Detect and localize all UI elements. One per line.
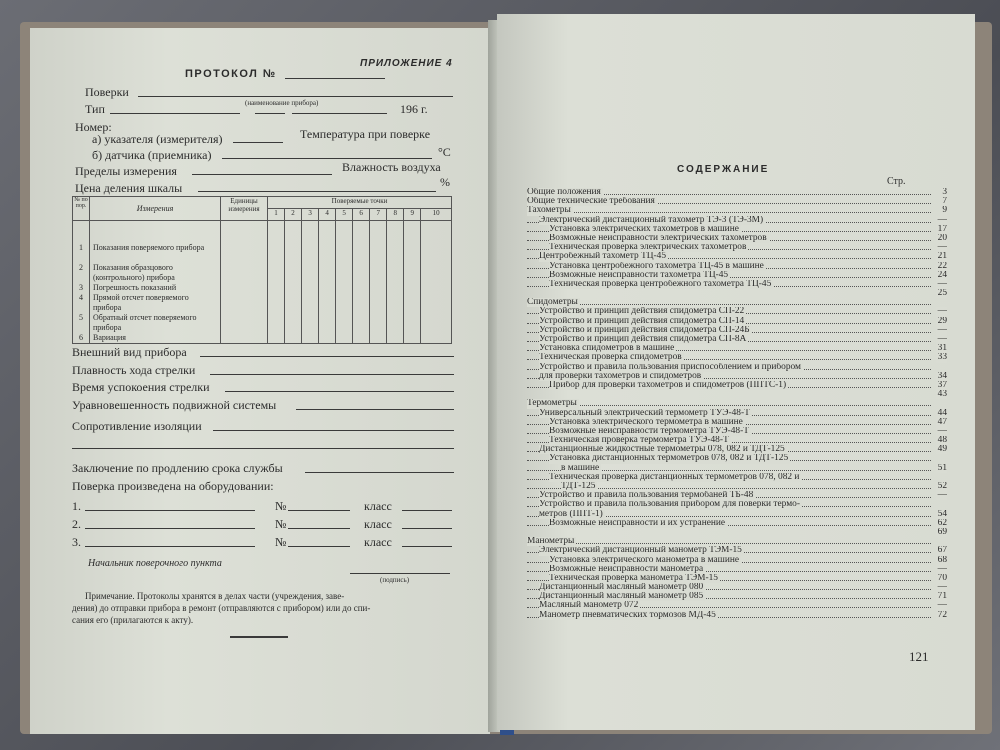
toc-entry-title: метров (ППТ-1) — [539, 509, 603, 519]
point-cell — [353, 221, 370, 344]
check-line — [210, 374, 454, 375]
toc-entry-title: Установка электрического манометра в машине — [549, 555, 740, 565]
equipment-class-line — [402, 546, 452, 547]
col-units-header: Единицы измерения — [221, 197, 268, 221]
device-name-note: (наименование прибора) — [245, 99, 319, 107]
toc-entry-title: для проверки тахометров и спидометров — [539, 371, 702, 381]
number-label: Номер: — [75, 120, 112, 134]
point-cell — [336, 221, 353, 344]
toc-entry — [527, 519, 947, 528]
sensor-line — [222, 158, 432, 159]
toc-entry — [527, 601, 947, 610]
end-rule — [230, 636, 288, 638]
degree-label: °С — [438, 145, 451, 159]
scale-label: Цена деления шкалы — [75, 181, 183, 195]
toc-entry — [527, 418, 947, 427]
indicator-line — [233, 142, 283, 143]
check-smoothness: Плавность хода стрелки — [72, 363, 196, 377]
toc-entry-title: Установка электрического термометра в машине — [549, 417, 743, 427]
toc-entry-title: Прибор для проверки тахометров и спидометров (ППТС-1) — [549, 380, 787, 390]
toc-entry-title: Общие положения — [527, 188, 601, 197]
toc-entry — [527, 464, 947, 473]
toc-entry-page: 54 — [937, 509, 947, 519]
toc-entry — [527, 537, 947, 546]
toc-entry — [527, 372, 947, 381]
sensor-label: б) датчика (приемника) — [92, 148, 212, 162]
contents-title: СОДЕРЖАНИЕ — [677, 164, 770, 175]
toc-entry — [527, 556, 947, 565]
equipment-row-number: 1. — [72, 499, 81, 513]
toc-entry-title: Электрический дистанционный тахометр ТЭ-3 (ТЭ-3М) — [539, 215, 764, 225]
toc-entry-title: ТДТ-125 — [561, 482, 596, 491]
toc-entry — [527, 592, 947, 601]
equipment-label: Поверка произведена на оборудовании: — [72, 479, 274, 493]
check-line — [213, 430, 454, 431]
point-cell — [268, 221, 285, 344]
toc-entry-title: Устройство и правила пользования приспособлением и прибором — [539, 362, 801, 372]
year-label: 196 г. — [400, 102, 428, 116]
equipment-row-number: 3. — [72, 535, 81, 549]
conclusion-label: Заключение по продлению срока службы — [72, 461, 283, 475]
toc-entry — [527, 188, 947, 197]
equipment-class-line — [402, 528, 452, 529]
equipment-num-label: № — [275, 517, 287, 531]
protocol-title: ПРОТОКОЛ № — [185, 68, 277, 80]
toc-entry-page: 72 — [937, 610, 947, 620]
point-cell — [370, 221, 387, 344]
toc-entry — [527, 574, 947, 583]
toc-entry — [527, 473, 947, 482]
toc-entry-title: Техническая проверка дистанционных термометров 078, 082 и — [549, 472, 800, 482]
check-insulation: Сопротивление изоляции — [72, 419, 202, 433]
toc-entry — [527, 436, 947, 445]
toc-entry-page: — — [937, 243, 947, 253]
check-appearance: Внешний вид прибора — [72, 345, 187, 359]
toc-entry-title: Техническая проверка спидометров — [539, 353, 682, 363]
conclusion-line — [305, 472, 454, 473]
toc-entry — [527, 335, 947, 344]
check-settling: Время успокоения стрелки — [72, 380, 210, 394]
right-page — [497, 14, 975, 730]
equipment-line — [85, 510, 255, 511]
toc-entry-page: 43 — [937, 390, 947, 400]
point-header: 7 — [370, 209, 387, 221]
toc-entry-page: 7 — [942, 197, 947, 207]
toc-entry-title: Техническая проверка манометра ТЭМ-15 — [549, 573, 718, 583]
toc-entry — [527, 197, 947, 206]
toc-entry — [527, 307, 947, 316]
toc-entry-page: 51 — [937, 463, 947, 473]
equipment-row-number: 2. — [72, 517, 81, 531]
toc-entry-title: Возможные неисправности электрических тахометров — [549, 233, 767, 243]
left-page — [30, 28, 490, 734]
blank-line — [72, 448, 454, 449]
toc-entry-page: — — [937, 564, 947, 574]
toc-entry — [527, 409, 947, 418]
protocol-number-line — [285, 78, 385, 79]
toc-entry — [527, 390, 947, 399]
toc-entry-title: Установка электрических тахометров в машине — [549, 224, 739, 234]
equipment-class-label: класс — [364, 535, 392, 549]
toc-entry-page: 48 — [937, 436, 947, 446]
equipment-num-line — [288, 528, 350, 529]
toc-entry-page: 29 — [937, 316, 947, 326]
humidity-label: Влажность воздуха — [342, 160, 441, 174]
toc-dot-leader — [527, 543, 931, 544]
toc-entry — [527, 216, 947, 225]
point-header: 2 — [285, 209, 302, 221]
toc-entry-page: 3 — [942, 188, 947, 197]
toc-entry — [527, 206, 947, 215]
check-line — [296, 409, 454, 410]
toc-entry — [527, 445, 947, 454]
toc-entry — [527, 271, 947, 280]
toc-entry-page: 49 — [937, 445, 947, 455]
note-line: сания его (прилагаются к акту). — [72, 615, 194, 625]
verification-label: Поверки — [85, 85, 129, 99]
toc-entry-page: 47 — [937, 417, 947, 427]
scale-line — [198, 191, 436, 192]
toc-entry — [527, 252, 947, 261]
point-header: 4 — [319, 209, 336, 221]
toc-entry-page: 52 — [937, 482, 947, 491]
toc-entry — [527, 225, 947, 234]
col-points-header: Поверяемые точки — [268, 197, 452, 209]
toc-entry-title: Устройство и принцип действия спидометра СП-24Б — [539, 325, 750, 335]
equipment-num-label: № — [275, 499, 287, 513]
row-numbers: 1 2 3 4 5 6 — [73, 221, 90, 344]
toc-entry-title: Общие технические требования — [527, 197, 655, 207]
toc-entry-title: Устройство и принцип действия спидометра СП-8А — [539, 335, 747, 344]
toc-entry — [527, 298, 947, 307]
point-cell — [404, 221, 421, 344]
toc-entry-title: Возможные неисправности и их устранение — [549, 518, 726, 528]
toc-entry-title: Спидометры — [527, 298, 578, 308]
toc-entry — [527, 500, 947, 509]
toc-entry — [527, 565, 947, 574]
toc-entry-title: Электрический дистанционный манометр ТЭМ-15 — [539, 546, 742, 556]
note-line: Примечание. Протоколы хранятся в делах части (учреждения, заве- — [85, 591, 345, 601]
point-cell — [302, 221, 319, 344]
check-line — [225, 391, 454, 392]
indicator-label: а) указателя (измерителя) — [92, 132, 223, 146]
toc-entry-page: 34 — [937, 371, 947, 381]
toc-entry-title: Дистанционные жидкостные термометры 078, 082 и ТДТ-125 — [539, 445, 785, 455]
page-column-header: Стр. — [887, 176, 906, 187]
toc-entry-title: Масляный манометр 072 — [539, 601, 639, 611]
point-cell — [421, 221, 452, 344]
equipment-num-line — [288, 546, 350, 547]
toc-entry — [527, 546, 947, 555]
note-line: дения) до отправки прибора в ремонт (отправляются с прибором) или до спи- — [72, 603, 371, 613]
toc-entry — [527, 381, 947, 390]
type-label: Тип — [85, 102, 105, 116]
toc-entry-title: Техническая проверка термометра ТУЭ-48-Т — [549, 436, 729, 446]
toc-entry-page: — — [937, 307, 947, 317]
toc-entry-title: Возможные неисправности тахометра ТЦ-45 — [549, 270, 729, 280]
row-labels: Показания поверяемого прибора Показания образцового (контрольного) прибора Погрешность показаний Прямой отсчет поверяемого прибора Обратный отсчет поверяемого прибора Вариация — [90, 221, 221, 344]
toc-entry — [527, 510, 947, 519]
toc-entry-page: 62 — [937, 518, 947, 528]
equipment-class-label: класс — [364, 517, 392, 531]
toc-entry-title: Установка центробежного тахометра ТЦ-45 в машине — [549, 261, 764, 271]
toc-entry-title: Центробежный тахометр ТЦ-45 — [539, 252, 667, 262]
toc-entry-page: 69 — [937, 527, 947, 537]
equipment-class-line — [402, 510, 452, 511]
point-header: 3 — [302, 209, 319, 221]
point-header: 6 — [353, 209, 370, 221]
toc-entry-page: 25 — [937, 289, 947, 299]
toc-entry-title: Универсальный электрический термометр ТУЭ-48-Т — [539, 408, 750, 418]
signature-line — [350, 573, 450, 574]
toc-entry-title: Термометры — [527, 399, 577, 409]
toc-entry-page: 22 — [937, 261, 947, 271]
toc-entry-page: 31 — [937, 344, 947, 354]
toc-entry-page: 20 — [937, 233, 947, 243]
col-measure-header: Измерения — [90, 197, 221, 221]
percent-label: % — [440, 175, 450, 189]
equipment-class-label: класс — [364, 499, 392, 513]
toc-entry-page: — — [937, 335, 947, 344]
point-header: 5 — [336, 209, 353, 221]
limits-label: Пределы измерения — [75, 164, 177, 178]
check-line — [200, 356, 454, 357]
toc-entry-page: 37 — [937, 380, 947, 390]
toc-entry-page: — — [937, 325, 947, 335]
toc-entry — [527, 611, 947, 620]
page-number: 121 — [909, 649, 929, 664]
toc-entry-page: 70 — [937, 573, 947, 583]
toc-entry-title: Установка дистанционных термометров 078, 082 и ТДТ-125 — [549, 454, 789, 464]
toc-entry-page: 67 — [937, 546, 947, 556]
temperature-label: Температура при поверке — [300, 127, 431, 141]
toc-entry — [527, 363, 947, 372]
toc-entry-title: Устройство и принцип действия спидометра СП-14 — [539, 316, 745, 326]
toc-entry-page: 44 — [937, 408, 947, 418]
toc-entry-page: — — [937, 215, 947, 225]
toc-entry — [527, 326, 947, 335]
toc-entry — [527, 454, 947, 463]
toc-entry — [527, 353, 947, 362]
equipment-num-line — [288, 510, 350, 511]
toc-entry — [527, 280, 947, 289]
toc-entry-title: в машине — [561, 463, 600, 473]
equipment-line — [85, 528, 255, 529]
toc-entry — [527, 491, 947, 500]
toc-entry-title: Устройство и принцип действия спидометра СП-22 — [539, 307, 745, 317]
toc-entry-title: Возможные неисправности термометра ТУЭ-48-Т — [549, 426, 749, 436]
toc-entry-title: Устройство и правила пользования термобаней ТБ-48 — [539, 491, 754, 501]
toc-entry-page: — — [937, 601, 947, 611]
toc-dot-leader — [527, 304, 931, 305]
measurement-table — [72, 196, 452, 344]
col-no-header: № по пор. — [73, 197, 90, 221]
toc-entry — [527, 482, 947, 491]
chief-label: Начальник поверочного пункта — [88, 558, 222, 569]
toc-entry-title: Установка спидометров в машине — [539, 344, 675, 354]
toc-entry-title: Дистанционный масляный манометр 085 — [539, 592, 704, 602]
toc-entry-title: Техническая проверка центробежного тахометра ТЦ-45 — [549, 279, 772, 289]
toc-entry — [527, 427, 947, 436]
day-line — [255, 113, 285, 114]
toc-entry — [527, 317, 947, 326]
month-line — [292, 113, 387, 114]
toc-entry-page: — — [937, 491, 947, 501]
point-header: 9 — [404, 209, 421, 221]
toc-entry-title: Тахометры — [527, 206, 571, 216]
toc-entry — [527, 528, 947, 537]
toc-entry-title: Дистанционный масляный манометр 080 — [539, 583, 704, 593]
toc-entry-page: — — [937, 426, 947, 436]
toc-dot-leader — [527, 212, 931, 213]
equipment-line — [85, 546, 255, 547]
type-line — [110, 113, 240, 114]
toc-entry — [527, 262, 947, 271]
toc-entry-title: Манометры — [527, 537, 575, 547]
appendix-label: ПРИЛОЖЕНИЕ 4 — [360, 58, 453, 69]
toc-entry-page: 9 — [942, 206, 947, 216]
equipment-num-label: № — [275, 535, 287, 549]
point-header: 1 — [268, 209, 285, 221]
toc-entry-title: Техническая проверка электрических тахометров — [549, 243, 747, 253]
toc-entry-page: — — [937, 583, 947, 593]
toc-entry-page: 33 — [937, 353, 947, 363]
toc-entry — [527, 234, 947, 243]
toc-entry-page: 68 — [937, 555, 947, 565]
toc-entry-page: 71 — [937, 592, 947, 602]
point-header: 8 — [387, 209, 404, 221]
toc-entry — [527, 583, 947, 592]
signature-note: (подпись) — [380, 576, 410, 584]
toc-entry — [527, 344, 947, 353]
toc-entry-page: — — [937, 279, 947, 289]
limits-line — [192, 174, 332, 175]
point-cell — [285, 221, 302, 344]
toc-entry-title: Манометр пневматических тормозов МД-45 — [539, 610, 716, 620]
table-of-contents — [527, 188, 947, 620]
point-cell — [319, 221, 336, 344]
toc-entry-page: 17 — [937, 224, 947, 234]
toc-entry-page: 24 — [937, 270, 947, 280]
toc-entry-title: Устройство и правила пользования прибором для поверки термо- — [539, 500, 800, 510]
toc-entry-title: Возможные неисправности манометра — [549, 564, 704, 574]
point-cell — [387, 221, 404, 344]
units-cell — [221, 221, 268, 344]
toc-dot-leader — [527, 405, 931, 406]
toc-entry-page: 21 — [937, 252, 947, 262]
check-balance: Уравновешенность подвижной системы — [72, 398, 277, 412]
toc-entry — [527, 289, 947, 298]
verification-line — [138, 96, 453, 97]
toc-entry — [527, 399, 947, 408]
toc-entry — [527, 243, 947, 252]
point-header: 10 — [421, 209, 452, 221]
